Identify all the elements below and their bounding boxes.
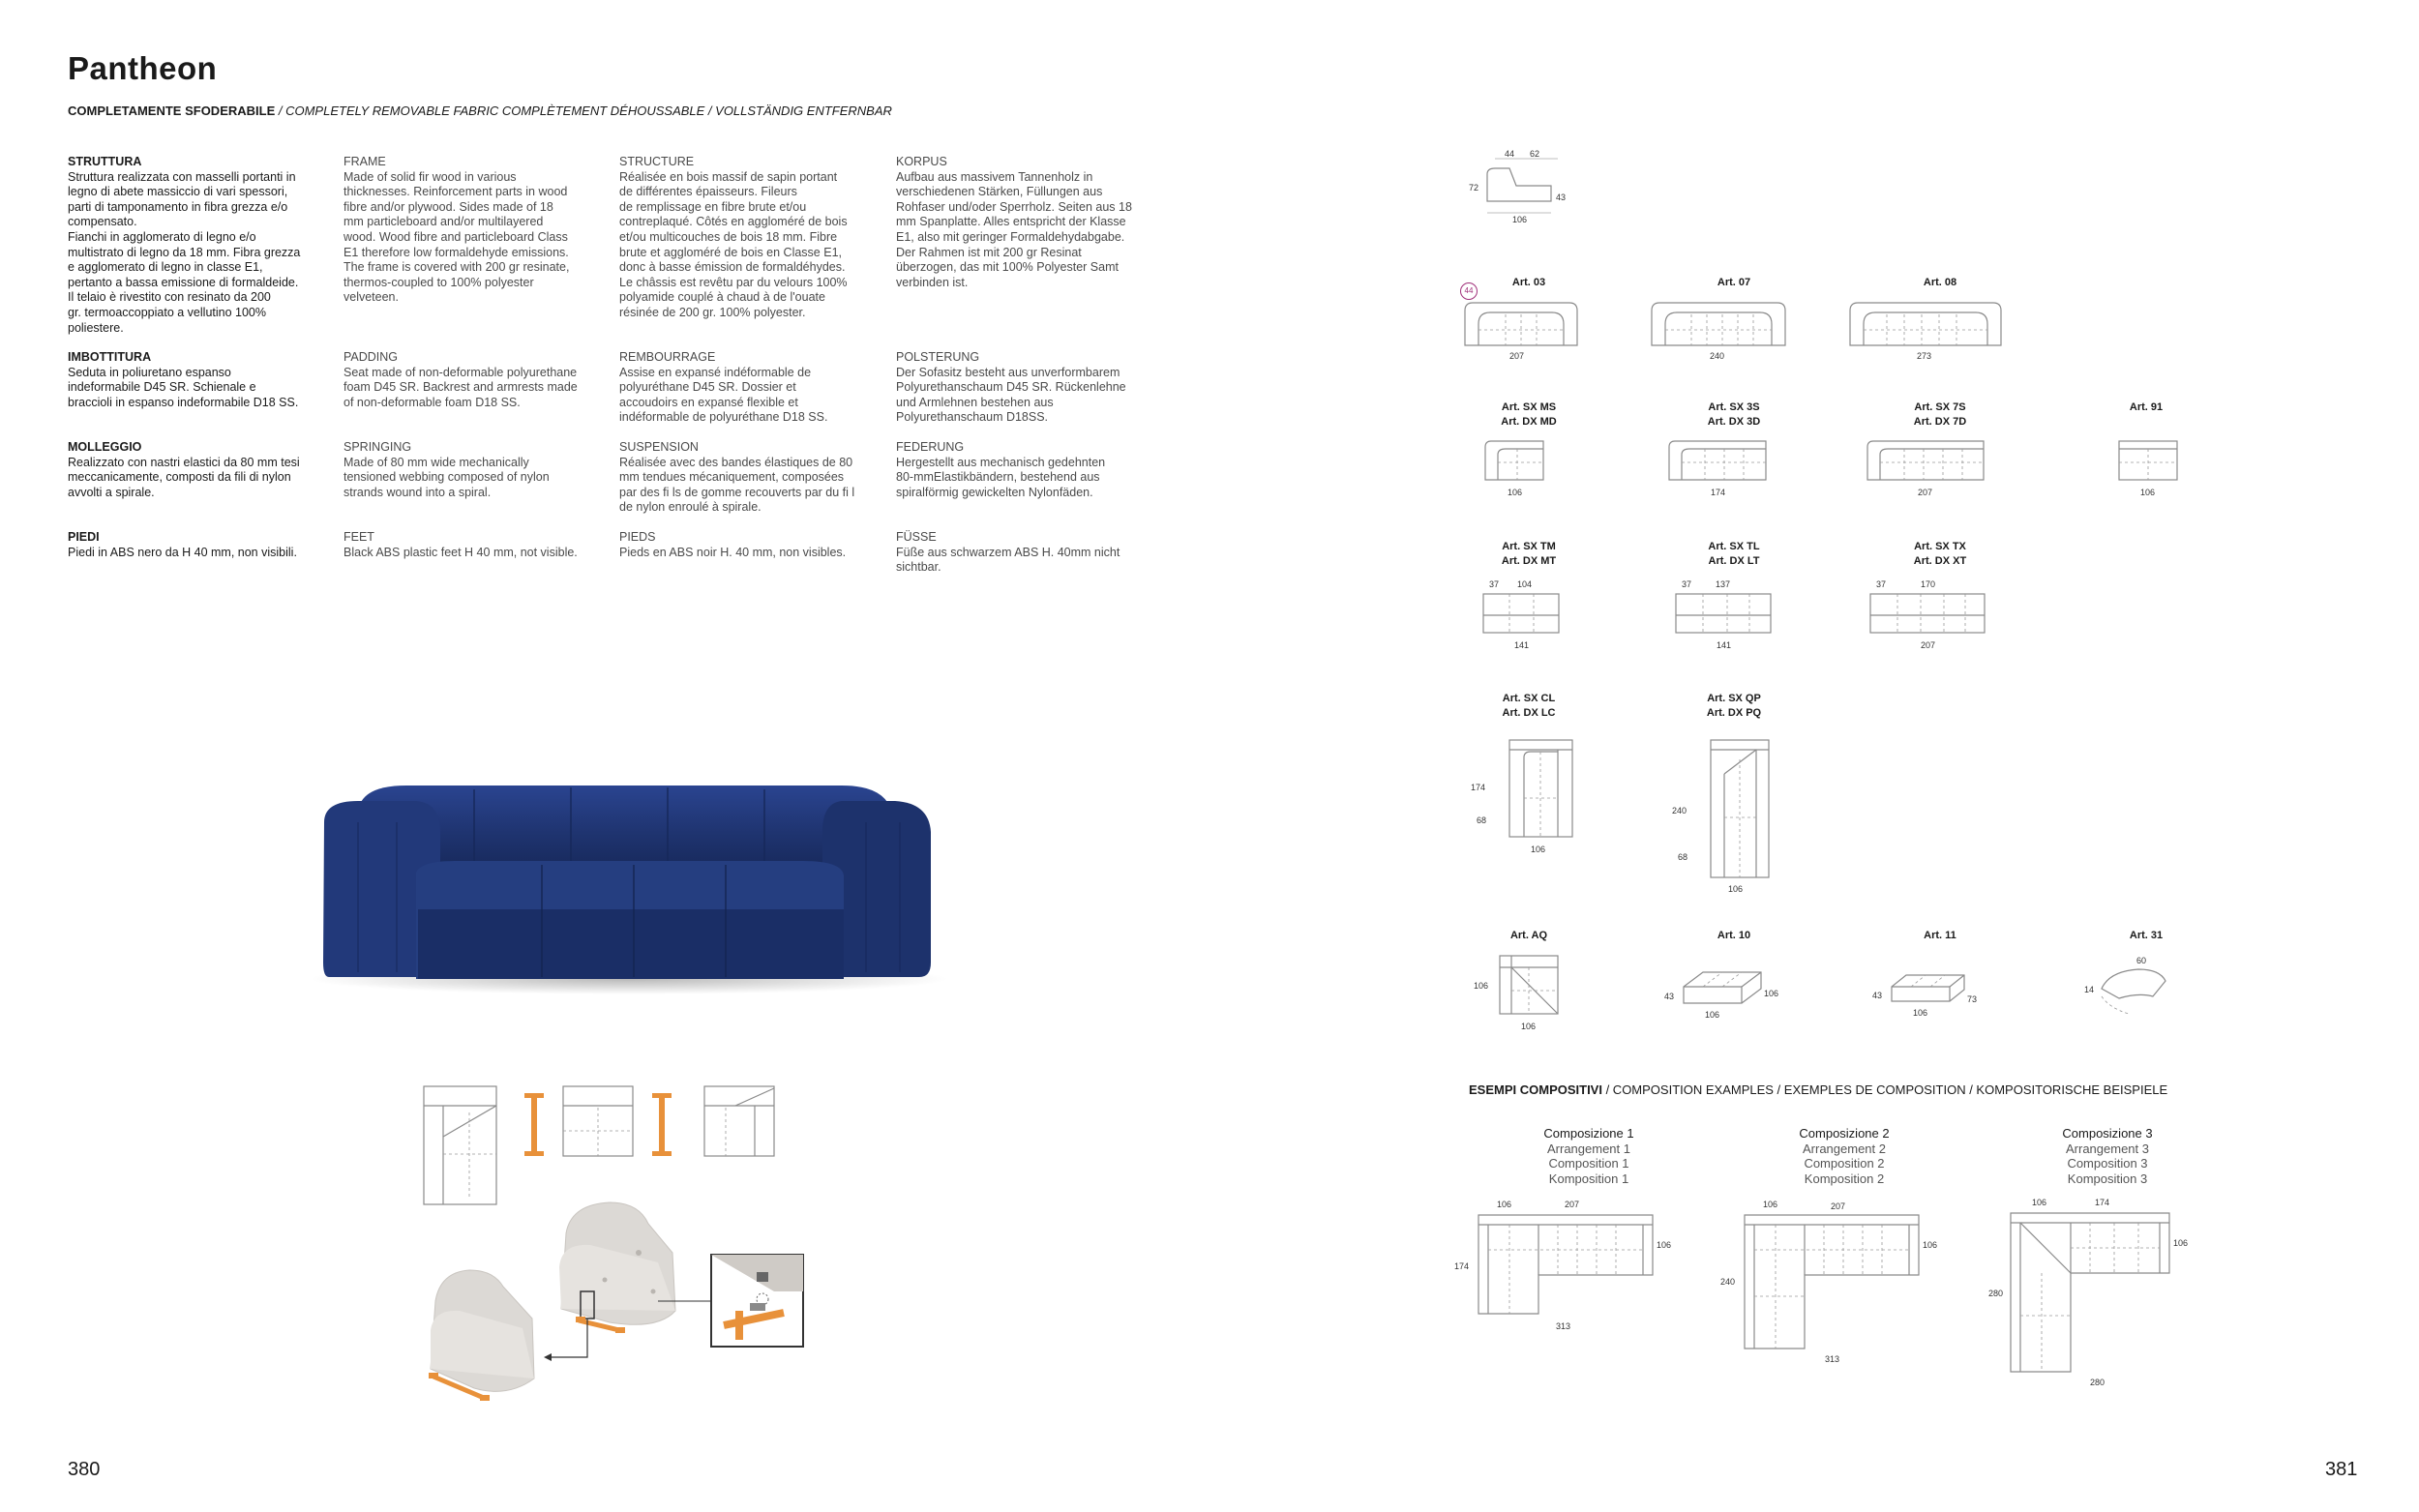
composition-label-en: Arrangement 2 (1803, 1141, 1886, 1156)
spec-structure-de (896, 155, 1157, 290)
dim-art-03-width: 207 (1509, 351, 1525, 361)
dim-tx-a: 37 (1876, 579, 1887, 589)
label-art-sx7s-dx7d (1882, 400, 1998, 430)
row5-drawings (1471, 948, 2206, 1035)
dim-art-08-width: 273 (1917, 351, 1932, 361)
module-end (704, 1086, 774, 1156)
spec-heading: FRAME (343, 155, 386, 168)
spec-feet-fr (619, 530, 881, 560)
label-line: Art. SX QP (1707, 693, 1761, 704)
label-line: Art. DX MD (1501, 416, 1557, 428)
composition-drawings (1451, 1190, 2206, 1393)
dim-10-depth: 106 (1764, 989, 1779, 998)
dim-tl-a: 37 (1682, 579, 1692, 589)
spec-text: Assise en expansé indéformable de polyuréthane D45 SR. Dossier et accoudoirs en expansé flexible et indéformable de polyuréthane D18 SS. (619, 365, 828, 425)
label-line: Art. DX 3D (1707, 416, 1761, 428)
dim-aq-width: 106 (1521, 1022, 1537, 1031)
composition-label-de: Komposition 3 (2067, 1171, 2148, 1186)
spec-heading: FEDERUNG (896, 440, 965, 454)
composition-label-de: Komposition 2 (1804, 1171, 1885, 1186)
composition-2-caption (1747, 1126, 1941, 1186)
label-art-10: Art. 10 (1717, 930, 1751, 941)
dim-c2-depth: 106 (1923, 1240, 1938, 1250)
spec-heading: PADDING (343, 350, 399, 364)
spec-heading: STRUTTURA (68, 155, 142, 168)
spec-heading: STRUCTURE (619, 155, 695, 168)
row3-drawings (1476, 577, 2017, 654)
dim-c3-w1: 106 (2032, 1198, 2047, 1207)
dim-c2-height: 240 (1720, 1277, 1736, 1287)
dim-10-height: 43 (1664, 992, 1675, 1001)
subtitle (68, 104, 892, 118)
spec-springing-fr (619, 440, 881, 516)
label-art-sxqp-dxpq (1676, 692, 1792, 721)
dim-c3-total: 280 (2090, 1378, 2105, 1387)
module-cl-drawing (1471, 740, 1572, 854)
spec-springing-en (343, 440, 605, 500)
spec-heading: FÜSSE (896, 530, 937, 544)
spec-heading: REMBOURRAGE (619, 350, 716, 364)
composition-label-it: Composizione 2 (1799, 1126, 1890, 1141)
dim-tm-b: 104 (1517, 579, 1533, 589)
spec-structure-fr (619, 155, 881, 321)
row2-drawings (1480, 435, 2187, 503)
module-corner (424, 1086, 496, 1204)
module-tm-drawing (1483, 579, 1559, 650)
module-ms-drawing (1485, 441, 1543, 497)
dim-tx-b: 170 (1921, 579, 1936, 589)
spec-heading: FEET (343, 530, 374, 544)
composition-label-fr: Composition 2 (1804, 1156, 1885, 1171)
composition-1-caption (1492, 1126, 1686, 1186)
spec-feet-it (68, 530, 329, 560)
dim-c3-depth: 106 (2173, 1238, 2189, 1248)
spec-text: Der Sofasitz besteht aus unverformbarem Polyurethanschaum D45 SR. Rückenlehne und Armlehnen bestehen aus Polyurethanschaum D18SS. (896, 365, 1126, 425)
spec-heading: SUSPENSION (619, 440, 699, 454)
spec-text: Black ABS plastic feet H 40 mm, not visible. (343, 545, 578, 559)
composition-label-fr: Composition 3 (2067, 1156, 2148, 1171)
spec-padding-it (68, 350, 329, 410)
spec-text: Made of solid fir wood in various thicknesses. Reinforcement parts in wood fibre and/or plywood. Sides made of 18 mm particleboard and/or multilayered wood. Wood fibre and particleboard Class E1 therefore low formaldehyde emissions. The frame is covered with 200 gr resinate, thermos-coupled to 100% polyester velveteen. (343, 169, 570, 305)
sofa-photo (300, 764, 958, 1016)
composition-3-caption (2011, 1126, 2204, 1186)
spec-heading: KORPUS (896, 155, 947, 168)
dim-seat-depth: 44 (1505, 149, 1515, 159)
dim-c1-height: 174 (1454, 1261, 1470, 1271)
dim-c1-total: 313 (1556, 1321, 1571, 1331)
spec-text: Seat made of non-deformable polyurethane foam D45 SR. Backrest and armrests made of non-deformable foam D18 SS. (343, 365, 578, 409)
composition-label-en: Arrangement 1 (1547, 1141, 1630, 1156)
sofa-art-07-drawing (1652, 303, 1785, 361)
spec-heading: MOLLEGGIO (68, 440, 142, 454)
dim-tm-a: 37 (1489, 579, 1500, 589)
dim-11-height: 43 (1872, 991, 1883, 1000)
spec-text: Realizzato con nastri elastici da 80 mm tesi meccanicamente, composti da fili di nylon avvolti a spirale. (68, 455, 300, 499)
spec-heading: POLSTERUNG (896, 350, 980, 364)
dim-c3-w2: 174 (2095, 1198, 2110, 1207)
dim-c2-total: 313 (1825, 1354, 1840, 1364)
dim-tx-width: 207 (1921, 640, 1936, 650)
spec-text: Réalisée en bois massif de sapin portant de différentes épaisseurs. Fileurs de remplissage en fibre brute et/ou contreplaqué. Côtés en aggloméré de bois et/ou multicouches de bois 18 mm. Fibre brute et aggloméré de bois en Classe E1, donc à basse émission de formaldéhydes. Le châssis est revêtu par du velours 100% polyamide couplé à chaud à de l'ouate résinée de 200 gr. 100% polyester. (619, 169, 848, 319)
module-11-drawing (1872, 975, 1977, 1018)
label-art-sxtl-dxlt (1676, 540, 1792, 569)
label-art-sxcl-dxlc (1471, 692, 1587, 721)
module-31-drawing (2084, 956, 2165, 1014)
label-line: Art. SX TX (1914, 541, 1966, 552)
spec-text: Hergestellt aus mechanisch gedehnten 80-mmElastikbändern, bestehend aus spiralförmig gewickelten Nylonfäden. (896, 455, 1106, 499)
dim-width: 106 (1512, 215, 1528, 224)
label-art-11: Art. 11 (1924, 930, 1956, 941)
examples-title-rest: / COMPOSITION EXAMPLES / EXEMPLES DE COMPOSITION / KOMPOSITORISCHE BEISPIELE (1601, 1082, 2168, 1097)
module-tl-drawing (1676, 579, 1771, 650)
page-title: Pantheon (68, 50, 218, 86)
row4-drawings (1471, 730, 1800, 895)
label-art-aq: Art. AQ (1509, 930, 1548, 941)
spec-text: Réalisée avec des bandes élastiques de 80 mm tendues mécaniquement, composées par des fi ls de gomme recouverts par du fi l de nylon enroulé à spirale. (619, 455, 855, 515)
label-line: Art. DX 7D (1913, 416, 1967, 428)
subtitle-rest: / COMPLETELY REMOVABLE FABRIC COMPLÈTEMENT DÉHOUSSABLE / VOLLSTÄNDIG ENTFERNBAR (275, 104, 892, 118)
dim-ms-width: 106 (1508, 488, 1523, 497)
connector-diagram (416, 1079, 784, 1209)
dim-back-depth: 62 (1530, 149, 1540, 159)
module-91-drawing (2119, 441, 2177, 497)
spec-springing-de (896, 440, 1157, 500)
label-art-sxms-dxmd (1471, 400, 1587, 430)
page-number-left: 380 (68, 1459, 101, 1480)
label-line: Art. DX PQ (1706, 707, 1762, 719)
connector-bracket-1 (524, 1093, 544, 1156)
dim-qp-width: 106 (1728, 884, 1744, 894)
dim-c1-depth: 106 (1657, 1240, 1672, 1250)
spec-structure-en (343, 155, 605, 306)
label-art-07: Art. 07 (1717, 277, 1751, 288)
page-number-right: 381 (2325, 1459, 2358, 1480)
dim-c2-w2: 207 (1831, 1201, 1846, 1211)
label-art-sxtm-dxmt (1471, 540, 1587, 569)
subtitle-bold: COMPLETAMENTE SFODERABILE (68, 104, 276, 118)
dim-cl-seat: 68 (1477, 815, 1487, 825)
row1-sofa-drawings (1461, 295, 2022, 363)
spec-text: Seduta in poliuretano espanso indeformabile D45 SR. Schienale e braccioli in espanso indeformabile D18 SS. (68, 365, 299, 409)
dim-qp-height: 240 (1672, 806, 1687, 815)
label-line: Art. SX CL (1502, 693, 1556, 704)
spec-padding-en (343, 350, 605, 410)
dim-c1-w1: 106 (1497, 1200, 1512, 1209)
spec-heading: SPRINGING (343, 440, 412, 454)
dim-11-width: 106 (1913, 1008, 1928, 1018)
label-art-31: Art. 31 (2129, 930, 2164, 941)
dim-cl-height: 174 (1471, 783, 1486, 792)
examples-title (1469, 1082, 2167, 1097)
label-line: Art. SX MS (1501, 401, 1557, 413)
module-central (563, 1086, 633, 1156)
dim-3s-width: 174 (1711, 488, 1726, 497)
dim-7s-width: 207 (1918, 488, 1933, 497)
spec-structure-it (68, 155, 329, 336)
composition-label-it: Composizione 3 (2062, 1126, 2153, 1141)
dim-10-width: 106 (1705, 1010, 1720, 1020)
module-qp-drawing (1672, 740, 1769, 894)
dim-height: 72 (1469, 183, 1479, 193)
spec-springing-it (68, 440, 329, 500)
spec-feet-de (896, 530, 1157, 576)
label-line: Art. DX MT (1501, 555, 1557, 567)
annotation-marker: 44 (1460, 282, 1478, 300)
spec-heading: PIEDI (68, 530, 100, 544)
sofa-art-08-drawing (1850, 303, 2001, 361)
spec-text: Made of 80 mm wide mechanically tensioned webbing composed of nylon strands wound into a spiral. (343, 455, 550, 499)
spec-feet-en (343, 530, 605, 560)
label-line: Art. DX LT (1708, 555, 1760, 567)
label-art-sx3s-dx3d (1676, 400, 1792, 430)
spec-text: Füße aus schwarzem ABS H. 40mm nicht sichtbar. (896, 545, 1120, 575)
module-3s-drawing (1669, 441, 1766, 497)
label-art-91: Art. 91 (2129, 401, 2164, 413)
sofa-art-03-drawing (1465, 303, 1577, 361)
section-profile-drawing (1466, 145, 1572, 232)
spec-text: Struttura realizzata con masselli portanti in legno di abete massiccio di vari spessori, parti di tamponamento in fibra grezza e/o compensato. Fianchi in agglomerato di legno e/o multistrato di legno da 18 mm. Fibra grezza e agglomerato di legno in classe E1, pertanto a bassa emissione di formaldeide. Il telaio è rivestito con resinato da 200 gr. termoaccoppiato a vellutino 100% poliestere. (68, 169, 301, 335)
dim-c2-w1: 106 (1763, 1200, 1778, 1209)
spec-heading: IMBOTTITURA (68, 350, 152, 364)
dim-aq-height: 106 (1474, 981, 1489, 991)
connector-bracket-2 (652, 1093, 672, 1156)
spec-text: Piedi in ABS nero da H 40 mm, non visibili. (68, 545, 297, 559)
spec-padding-fr (619, 350, 881, 426)
module-tx-drawing (1870, 579, 1985, 650)
dim-c3-height: 280 (1988, 1289, 2004, 1298)
module-10-drawing (1664, 972, 1778, 1020)
label-line: Art. SX TM (1502, 541, 1556, 552)
composition-2-drawing (1720, 1200, 1937, 1364)
assembly-illustration (416, 1195, 822, 1417)
dim-qp-seat: 68 (1678, 852, 1688, 862)
module-aq-drawing (1474, 956, 1558, 1031)
dim-tl-width: 141 (1717, 640, 1732, 650)
spec-text: Aufbau aus massivem Tannenholz in verschiedenen Stärken, Füllungen aus Rohfaser und/oder Sperrholz. Seiten aus 18 mm Spanplatte. Alles entspricht der Klasse E1, also mit geringer Formaldehydabgabe. Der Rahmen ist mit 200 gr Resinat überzogen, das mit 100% Polyester Samt verbinden ist. (896, 169, 1132, 289)
label-line: Art. SX 7S (1914, 401, 1966, 413)
dim-31-width: 60 (2136, 956, 2147, 965)
dim-art-07-width: 240 (1710, 351, 1725, 361)
dim-c1-w2: 207 (1565, 1200, 1580, 1209)
dim-91-width: 106 (2140, 488, 2156, 497)
composition-label-en: Arrangement 3 (2066, 1141, 2149, 1156)
composition-label-de: Komposition 1 (1548, 1171, 1629, 1186)
module-7s-drawing (1867, 441, 1984, 497)
spec-padding-de (896, 350, 1157, 426)
dim-seat-height: 43 (1556, 193, 1567, 202)
label-line: Art. SX 3S (1708, 401, 1760, 413)
dim-11-depth: 73 (1967, 994, 1978, 1004)
composition-label-it: Composizione 1 (1543, 1126, 1634, 1141)
label-art-03: Art. 03 (1511, 277, 1546, 288)
label-line: Art. SX TL (1708, 541, 1760, 552)
label-art-08: Art. 08 (1923, 277, 1957, 288)
composition-3-drawing (1988, 1198, 2188, 1387)
label-line: Art. DX LC (1502, 707, 1556, 719)
composition-1-drawing (1454, 1200, 1671, 1331)
dim-tm-width: 141 (1514, 640, 1530, 650)
label-line: Art. DX XT (1913, 555, 1967, 567)
dim-cl-width: 106 (1531, 845, 1546, 854)
spec-text: Pieds en ABS noir H. 40 mm, non visibles. (619, 545, 847, 559)
examples-title-bold: ESEMPI COMPOSITIVI (1469, 1082, 1602, 1097)
dim-31-height: 14 (2084, 985, 2095, 994)
label-art-sxtx-dxxt (1882, 540, 1998, 569)
spec-heading: PIEDS (619, 530, 656, 544)
dim-tl-b: 137 (1716, 579, 1731, 589)
composition-label-fr: Composition 1 (1548, 1156, 1629, 1171)
